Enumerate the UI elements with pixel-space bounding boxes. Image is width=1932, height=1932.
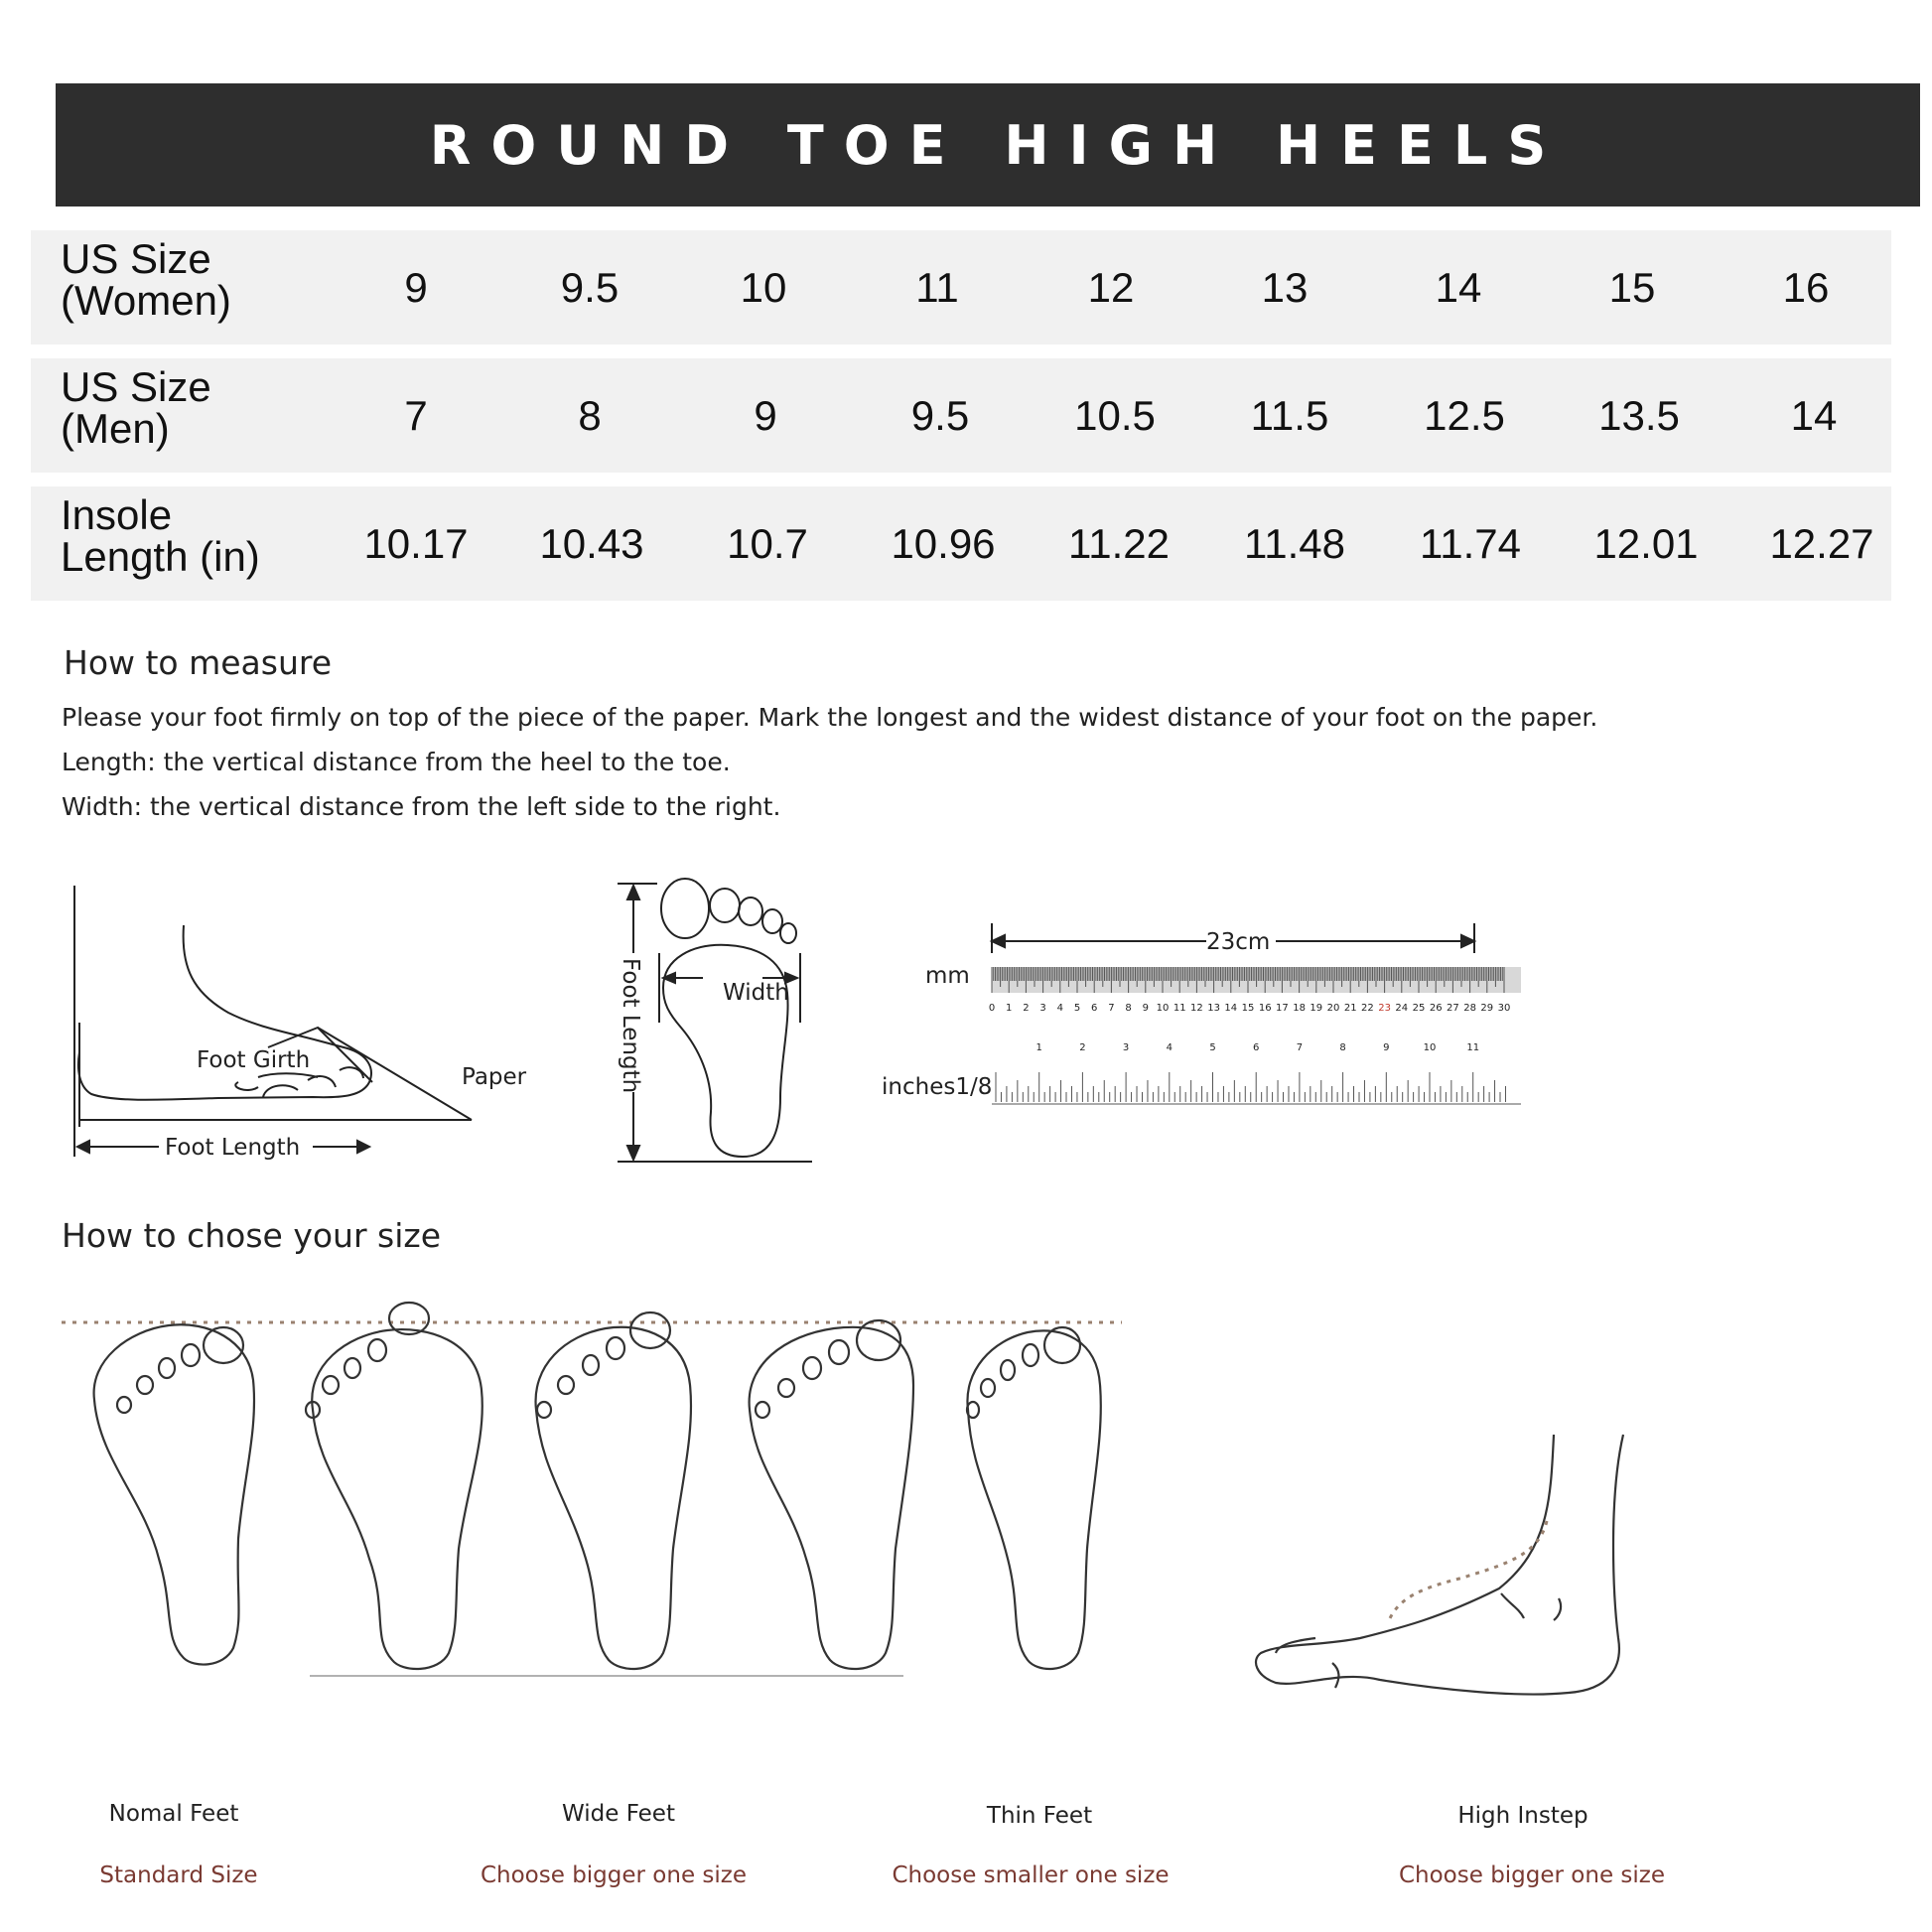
cm-tick-label: 22	[1361, 1003, 1374, 1014]
thin-foot-icon	[967, 1327, 1101, 1669]
instruction-line: Length: the vertical distance from the heel to the toe.	[62, 748, 731, 776]
row-label: US Size (Men)	[61, 363, 211, 452]
foot-type-advice: Choose smaller one size	[892, 1863, 1170, 1888]
cm-tick-label: 21	[1343, 1003, 1357, 1014]
row-label: US Size (Women)	[61, 235, 231, 324]
high-instep-foot-icon	[1256, 1435, 1623, 1695]
inch-tick-label: 3	[1122, 1042, 1130, 1053]
cm-tick-label: 4	[1056, 1003, 1063, 1014]
table-cell: 16	[1782, 263, 1830, 311]
inch-tick-label: 10	[1423, 1042, 1437, 1053]
cm-tick-label: 11	[1173, 1003, 1186, 1014]
cm-tick-label: 1	[1006, 1003, 1013, 1014]
table-cell: 13	[1261, 263, 1309, 311]
table-cell: 11	[915, 263, 959, 311]
cm-tick-label: 3	[1039, 1003, 1046, 1014]
table-cell: 9.5	[910, 391, 970, 439]
table-cell: 14	[1790, 391, 1838, 439]
size-row-insole	[31, 486, 1891, 601]
cm-tick-label: 13	[1207, 1003, 1220, 1014]
cm-tick-label: 12	[1190, 1003, 1203, 1014]
foot-side-diagram	[60, 874, 536, 1162]
cm-tick-label: 6	[1091, 1003, 1098, 1014]
inch-scale	[992, 1042, 1521, 1104]
table-cell: 12.27	[1769, 519, 1874, 567]
foot-type-name: Wide Feet	[562, 1801, 675, 1827]
cm-tick-label: 17	[1276, 1003, 1289, 1014]
foot-type-advice: Choose bigger one size	[480, 1863, 748, 1888]
table-cell: 11.5	[1250, 391, 1329, 439]
foot-type-advice: Choose bigger one size	[1398, 1863, 1666, 1888]
paper-label: Paper	[462, 1064, 527, 1090]
inch-tick-label: 7	[1296, 1042, 1304, 1053]
width-label: Width	[723, 980, 789, 1006]
cm-tick-label: 26	[1429, 1003, 1443, 1014]
cm-tick-label: 14	[1224, 1003, 1238, 1014]
cm-tick-label: 16	[1258, 1003, 1272, 1014]
foot-type-advice: Standard Size	[99, 1863, 258, 1888]
cm-tick-label: 30	[1497, 1003, 1511, 1014]
cm-tick-label: 19	[1310, 1003, 1323, 1014]
foot-type-name: Nomal Feet	[108, 1801, 239, 1827]
wide-foot-icon	[750, 1320, 913, 1669]
table-cell: 13.5	[1598, 391, 1680, 439]
table-cell: 12.5	[1424, 391, 1505, 439]
ruler-diagram	[874, 913, 1588, 1142]
title-banner	[56, 83, 1920, 207]
cm-tick-label: 24	[1395, 1003, 1409, 1014]
table-cell: 10.96	[891, 519, 996, 567]
table-cell: 10	[740, 263, 787, 311]
wide-foot-bunion-icon	[306, 1303, 483, 1669]
span-label: 23cm	[1206, 929, 1271, 955]
foot-length-label: Foot Length	[165, 1135, 301, 1161]
cm-tick-label: 27	[1447, 1003, 1459, 1014]
cm-tick-label: 15	[1241, 1003, 1255, 1014]
instruction-line: Width: the vertical distance from the left side to the right.	[62, 792, 781, 821]
cm-tick-label: 0	[988, 1003, 996, 1014]
cm-tick-label: 23	[1378, 1003, 1391, 1014]
cm-tick-label: 10	[1156, 1003, 1170, 1014]
cm-tick-label: 7	[1108, 1003, 1115, 1014]
table-cell: 7	[404, 391, 428, 439]
inch-tick-label: 8	[1339, 1042, 1346, 1053]
table-cell: 11.74	[1420, 519, 1521, 567]
table-cell: 8	[578, 391, 602, 439]
instruction-line: Please your foot firmly on top of the piece of the paper. Mark the longest and the widest distance of your foot on the paper.	[62, 703, 1598, 732]
cm-tick-label: 8	[1125, 1003, 1132, 1014]
table-cell: 9.5	[560, 263, 620, 311]
inch-tick-label: 9	[1383, 1042, 1390, 1053]
table-cell: 12	[1087, 263, 1135, 311]
foot-length-vertical-label: Foot Length	[618, 958, 643, 1094]
cm-tick-label: 28	[1463, 1003, 1476, 1014]
inch-tick-label: 2	[1079, 1042, 1086, 1053]
page-title: ROUND TOE HIGH HEELS	[429, 113, 1567, 177]
table-cell: 14	[1435, 263, 1482, 311]
inch-tick-label: 11	[1466, 1042, 1480, 1053]
foot-types-illustration	[50, 1301, 1857, 1757]
size-table	[31, 230, 1891, 615]
foot-type-name: High Instep	[1457, 1803, 1588, 1829]
inch-tick-label: 6	[1253, 1042, 1260, 1053]
normal-foot-icon	[94, 1324, 254, 1664]
wide-foot-icon	[536, 1312, 691, 1669]
foot-girth-label: Foot Girth	[197, 1047, 311, 1073]
table-cell: 10.5	[1074, 391, 1156, 439]
table-cell: 10.43	[539, 519, 644, 567]
table-cell: 11.22	[1068, 519, 1170, 567]
inch-tick-label: 1	[1035, 1042, 1042, 1053]
cm-tick-label: 2	[1023, 1003, 1030, 1014]
row-label: Insole Length (in)	[61, 491, 260, 580]
table-cell: 15	[1608, 263, 1656, 311]
cm-tick-label: 29	[1480, 1003, 1494, 1014]
cm-tick-label: 18	[1293, 1003, 1306, 1014]
measure-heading: How to measure	[64, 643, 333, 682]
foot-sole-diagram	[614, 874, 812, 1172]
inch-tick-label: 4	[1166, 1042, 1173, 1053]
choose-heading: How to chose your size	[62, 1216, 442, 1255]
foot-type-name: Thin Feet	[986, 1803, 1093, 1829]
table-cell: 11.48	[1244, 519, 1345, 567]
inch-tick-label: 5	[1209, 1042, 1216, 1053]
cm-tick-label: 5	[1073, 1003, 1081, 1014]
cm-tick-label: 25	[1412, 1003, 1426, 1014]
cm-tick-label: 9	[1142, 1003, 1149, 1014]
inch-label: inches1/8	[882, 1074, 993, 1100]
size-row-women	[31, 230, 1891, 345]
size-row-men	[31, 358, 1891, 473]
table-cell: 12.01	[1593, 519, 1699, 567]
cm-tick-label: 20	[1326, 1003, 1340, 1014]
table-cell: 10.7	[727, 519, 808, 567]
table-cell: 9	[754, 391, 777, 439]
mm-label: mm	[925, 963, 970, 989]
table-cell: 10.17	[363, 519, 469, 567]
table-cell: 9	[404, 263, 428, 311]
